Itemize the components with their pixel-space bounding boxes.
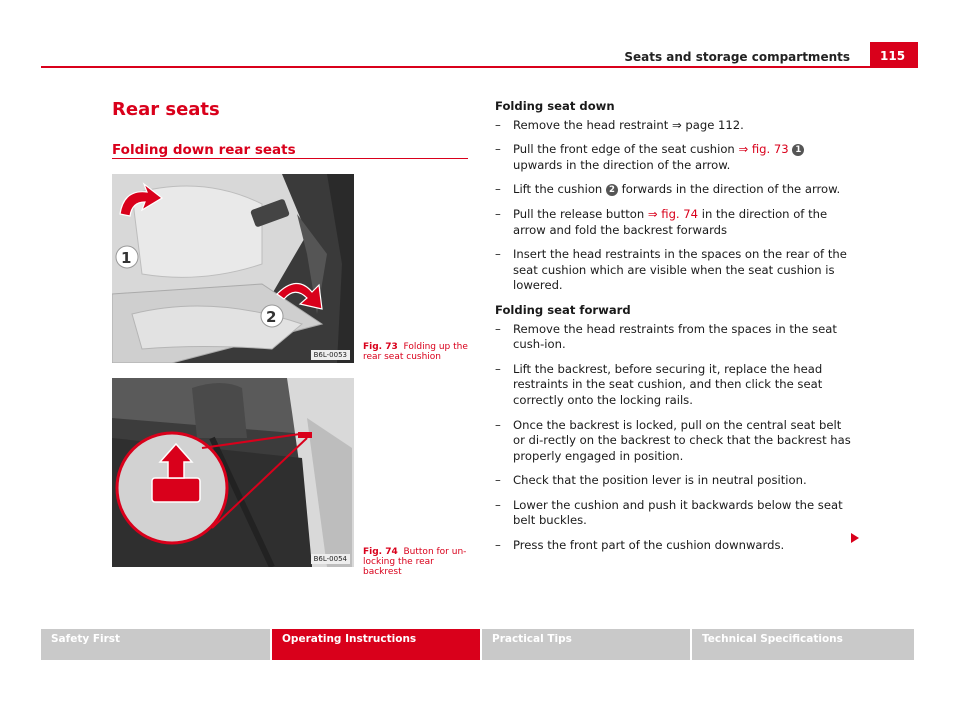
page-heading: Rear seats: [112, 99, 220, 120]
step-text: Remove the head restraint ⇒ page 112.: [513, 117, 744, 132]
step-text: Press the front part of the cushion downwards.: [513, 538, 785, 553]
step-text: Pull the front edge of the seat cushion: [513, 142, 739, 157]
fig-74-link[interactable]: ⇒ fig. 74: [647, 206, 699, 221]
step-dash: –: [495, 206, 501, 221]
step-text: Insert the head restraints in the spaces on the rear of the seat cushion which are visible when the seat cushion is lowered.: [513, 247, 847, 293]
step-dash: –: [495, 247, 501, 262]
instruction-step: [495, 498, 855, 529]
folding-seat-down-title: Folding seat down: [495, 99, 615, 113]
callout-badge-1: 1: [792, 144, 804, 156]
instruction-step: [495, 418, 855, 465]
step-text: forwards in the direction of the arrow.: [617, 182, 841, 197]
tab-operating-instructions[interactable]: Operating Instructions: [272, 629, 480, 660]
tab-practical-tips[interactable]: Practical Tips: [482, 629, 690, 660]
step-text: Lift the backrest, before securing it, replace the head restraints in the seat cushion, and then click the seat correctly onto the locking rails.: [513, 361, 823, 407]
header-rule: [41, 66, 918, 68]
callout-badge-2: 2: [606, 184, 618, 196]
step-dash: –: [495, 361, 501, 376]
step-dash: –: [495, 117, 501, 132]
instruction-step: [495, 142, 855, 173]
step-dash: –: [495, 538, 501, 553]
footer-nav: [41, 629, 918, 660]
instruction-step: [495, 362, 855, 409]
folding-seat-forward-title: Folding seat forward: [495, 302, 631, 317]
fig-73-link[interactable]: ⇒ fig. 73: [738, 142, 789, 157]
header-section-title: Seats and storage compartments: [624, 50, 850, 64]
figure-73-caption: [363, 342, 468, 362]
release-button-icon: [152, 478, 200, 502]
section-heading: Folding down rear seats: [112, 142, 296, 158]
figure-74-caption-text: Button for un-locking the rear backrest: [363, 547, 467, 577]
step-dash: –: [495, 182, 501, 197]
figure-74-code: B6L-0054: [311, 554, 350, 564]
step-dash: –: [495, 473, 501, 488]
step-text: Lift the cushion: [513, 182, 606, 197]
instruction-step: [495, 182, 855, 198]
step-text: Lower the cushion and push it backwards below the seat belt buckles.: [513, 497, 843, 528]
section-rule: [112, 158, 468, 159]
step-dash: –: [495, 417, 501, 432]
step-text: Once the backrest is locked, pull on the central seat belt or di-rectly on the backrest to check that the backrest has properly engaged in position.: [513, 417, 851, 463]
instruction-step: [495, 538, 855, 554]
figure-73-image: [112, 174, 354, 363]
tab-safety-first[interactable]: Safety First: [41, 629, 270, 660]
step-text: Pull the release button: [513, 206, 648, 221]
figure-74-image: [112, 378, 354, 567]
seat-cushion-illustration: [112, 174, 354, 363]
step-dash: –: [495, 142, 501, 157]
instruction-step: [495, 118, 855, 134]
instruction-step: [495, 322, 855, 353]
figure-73-code: B6L-0053: [311, 350, 350, 360]
figure-73-label: Fig. 73: [363, 342, 398, 352]
instructions-column: [495, 99, 855, 563]
page-number: 115: [880, 49, 906, 63]
instruction-step: [495, 207, 855, 238]
instruction-step: [495, 247, 855, 294]
backrest-release-illustration: [112, 378, 354, 567]
callout-1: 1: [121, 249, 132, 267]
step-text: Remove the head restraints from the spaces in the seat cush-ion.: [513, 321, 837, 352]
step-dash: –: [495, 321, 501, 336]
tab-technical-specifications[interactable]: Technical Specifications: [692, 629, 914, 660]
step-text: in the direction of the arrow and fold the backrest forwards: [513, 206, 828, 237]
figure-73-caption-text: Folding up the rear seat cushion: [363, 342, 468, 362]
continue-arrow-icon: [851, 533, 859, 543]
step-text: upwards in the direction of the arrow.: [513, 157, 731, 172]
step-text: Check that the position lever is in neutral position.: [513, 473, 807, 488]
instruction-step: [495, 473, 855, 489]
figure-74-caption: [363, 547, 468, 577]
step-dash: –: [495, 497, 501, 512]
callout-2: 2: [266, 308, 277, 326]
figure-74-label: Fig. 74: [363, 547, 398, 557]
